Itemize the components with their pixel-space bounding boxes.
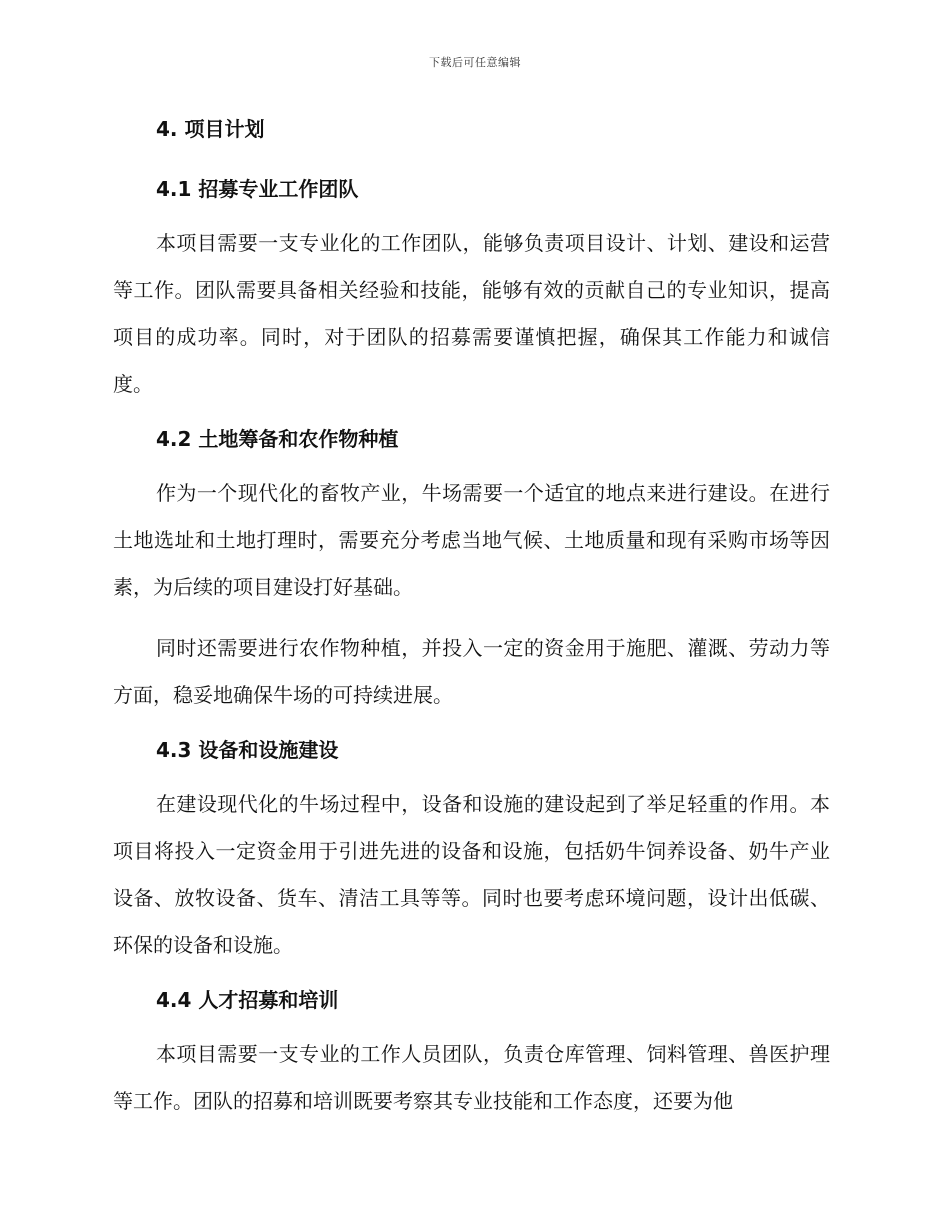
subsection-title-4-2: 4.2 土地筹备和农作物种植 [156,427,399,451]
download-note: 下载后可任意编辑 [429,56,521,69]
section-title: 4. 项目计划 [156,117,265,141]
paragraph-4-2-2: 同时还需要进行农作物种植，并投入一定的资金用于施肥、灌溉、劳动力等方面，稳妥地确保牛场的可持续进展。 [113,636,830,707]
subsection-title-4-4: 4.4 人才招募和培训 [156,988,339,1012]
subsection-title-4-1: 4.1 招募专业工作团队 [156,177,359,201]
paragraph-4-4-1: 本项目需要一支专业的工作人员团队，负责仓库管理、饲料管理、兽医护理等工作。团队的招募和培训既要考察其专业技能和工作态度，还要为他 [113,1042,830,1113]
paragraph-4-3-1: 在建设现代化的牛场过程中，设备和设施的建设起到了举足轻重的作用。本项目将投入一定资金用于引进先进的设备和设施，包括奶牛饲养设备、奶牛产业设备、放牧设备、货车、清洁工具等等。同时也要考虑环境问题，设计出低碳、环保的设备和设施。 [113,792,830,957]
document-body [113,112,830,1125]
paragraph-4-2-1: 作为一个现代化的畜牧产业，牛场需要一个适宜的地点来进行建设。在进行土地选址和土地打理时，需要充分考虑当地气候、土地质量和现有采购市场等因素，为后续的项目建设打好基础。 [113,481,830,599]
paragraph-4-1-1: 本项目需要一支专业化的工作团队，能够负责项目设计、计划、建设和运营等工作。团队需要具备相关经验和技能，能够有效的贡献自己的专业知识，提高项目的成功率。同时，对于团队的招募需要谨慎把握，确保其工作能力和诚信度。 [113,231,830,396]
subsection-title-4-3: 4.3 设备和设施建设 [156,738,339,762]
